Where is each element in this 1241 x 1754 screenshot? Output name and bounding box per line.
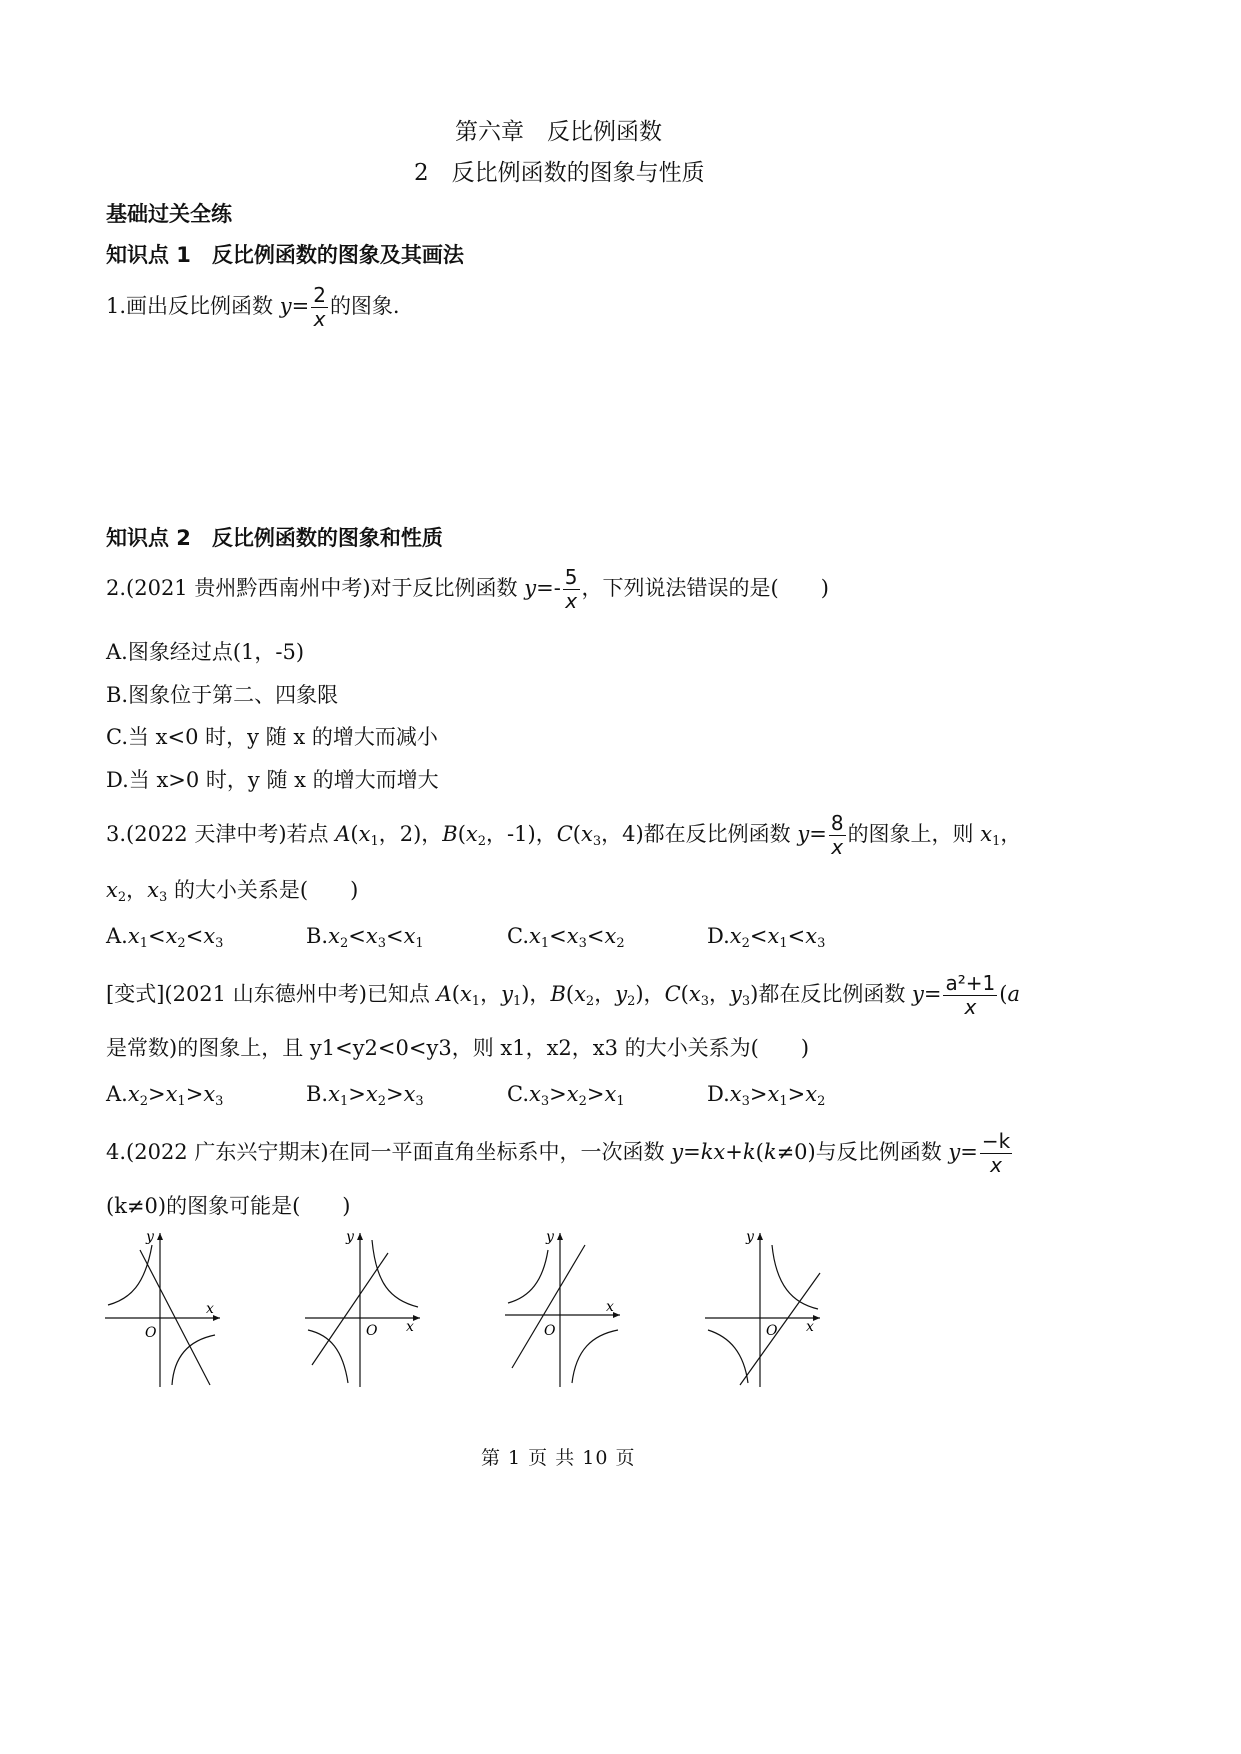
- q3-option-a: $A.x_1<x_2<x_3$: [106, 924, 224, 951]
- q3-option-c: $C.x_1<x_3<x_2$: [507, 924, 625, 951]
- q2-option-b: B.图象位于第二、四象限: [106, 683, 339, 707]
- q2-option-a: A.图象经过点(1，-5): [106, 640, 305, 664]
- chapter-title: 第六章 反比例函数: [455, 119, 662, 145]
- q4-graph-b: [300, 1225, 425, 1390]
- variant-option-d: $D.x_3>x_1>x_2$: [707, 1082, 826, 1109]
- svg-text:O: O: [366, 1323, 378, 1339]
- svg-text:x: x: [206, 1301, 214, 1317]
- question-3-line2: $x_2$，$x_3$ 的大小关系是( ): [106, 878, 359, 905]
- fraction-neg-k-over-x: $\frac{-k}{x}$: [981, 1129, 1011, 1177]
- q2-option-c: C.当 x<0 时，y 随 x 的增大而减小: [106, 725, 438, 749]
- heading-basic-practice: 基础过关全练: [106, 202, 232, 226]
- fraction-2-over-x: $\frac{2}{x}$: [313, 283, 326, 331]
- svg-text:O: O: [145, 1325, 157, 1341]
- q4-graph-c: [500, 1225, 625, 1390]
- q4-graph-a: [100, 1225, 225, 1390]
- variant-question: [变式](2021 山东德州中考)已知点 $A(x_1$，$y_1$)，$B(x_2$，$y_2$)，$C(x_3$，$y_3$)都在反比例函数 y= $\frac{\text{a²+1}}{x}$ (a: [106, 971, 1020, 1019]
- q3-option-d: $D.x_2<x_1<x_3$: [707, 924, 826, 951]
- svg-text:O: O: [544, 1323, 556, 1339]
- fraction-8-over-x: $\frac{8}{x}$: [830, 811, 844, 859]
- page-footer: 第 1 页 共 10 页: [481, 1447, 636, 1469]
- variant-option-c: $C.x_3>x_2>x_1$: [507, 1082, 625, 1109]
- svg-text:y: y: [546, 1229, 554, 1245]
- section-title: 2 反比例函数的图象与性质: [414, 160, 705, 186]
- svg-text:y: y: [746, 1229, 754, 1245]
- svg-text:O: O: [766, 1323, 778, 1339]
- q3-option-b: $B.x_2<x_3<x_1$: [306, 924, 424, 951]
- svg-text:x: x: [406, 1319, 414, 1335]
- svg-text:x: x: [606, 1299, 614, 1315]
- fraction-a2plus1-over-x: $\frac{\text{a²+1}}{x}$: [945, 971, 996, 1019]
- question-4: 4.(2022 广东兴宁期末)在同一平面直角坐标系中，一次函数 y=kx+k(k≠0)与反比例函数 y= $\frac{-k}{x}$: [106, 1129, 1011, 1177]
- heading-knowledge-point-1: 知识点 1 反比例函数的图象及其画法: [106, 243, 464, 267]
- variant-option-a: $A.x_2>x_1>x_3$: [106, 1082, 224, 1109]
- q2-option-d: D.当 x>0 时，y 随 x 的增大而增大: [106, 768, 439, 792]
- fraction-5-over-x: $\frac{5}{x}$: [564, 565, 578, 613]
- q4-graph-d: [700, 1225, 825, 1390]
- variant-question-line2: 是常数)的图象上，且 y1<y2<0<y3，则 x1，x2，x3 的大小关系为( ): [106, 1036, 810, 1060]
- question-3: 3.(2022 天津中考)若点 $A(x_1$，2)，$B(x_2$，-1)，$C(x_3$，4)都在反比例函数 y= $\frac{8}{x}$ 的图象上，则 $x_1$，: [106, 811, 1022, 859]
- question-4-line2: (k≠0)的图象可能是( ): [106, 1194, 351, 1218]
- variant-option-b: $B.x_1>x_2>x_3$: [306, 1082, 424, 1109]
- heading-knowledge-point-2: 知识点 2 反比例函数的图象和性质: [106, 526, 443, 550]
- svg-text:y: y: [146, 1229, 154, 1245]
- svg-text:y: y: [346, 1229, 354, 1245]
- svg-text:x: x: [806, 1319, 814, 1335]
- question-2: 2.(2021 贵州黔西南州中考)对于反比例函数 y=- $\frac{5}{x}$ ，下列说法错误的是( ): [106, 565, 829, 613]
- question-1: 1.画出反比例函数 y= $\frac{2}{x}$ 的图象.: [106, 283, 400, 331]
